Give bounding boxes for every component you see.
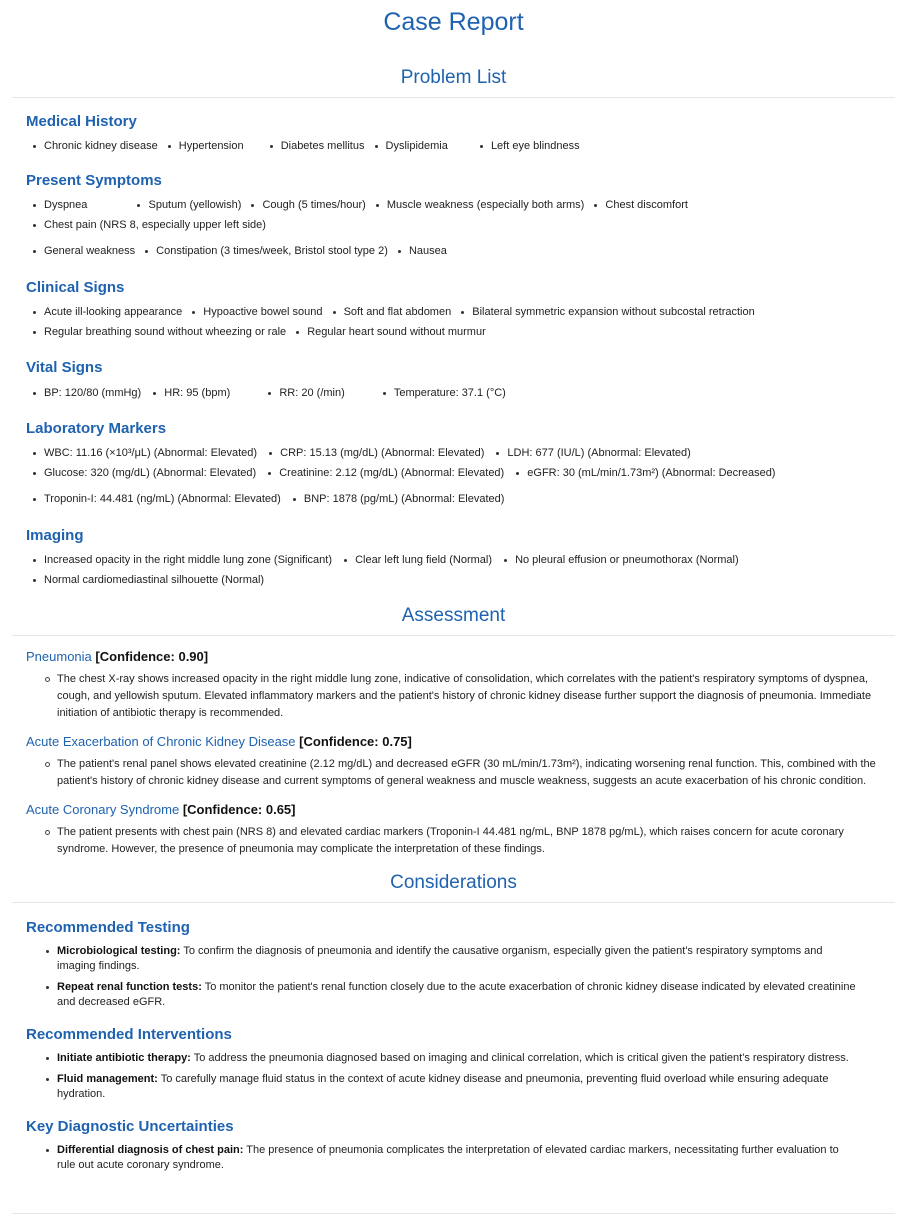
section-heading-considerations: Considerations	[12, 872, 895, 903]
recommended-interventions-list	[0, 1051, 907, 1102]
bottom-divider	[12, 1213, 895, 1214]
list-item: Regular heart sound without murmur	[307, 322, 486, 342]
present-symptoms-list	[0, 195, 907, 235]
list-item: Left eye blindness	[491, 136, 580, 156]
list-item: Troponin-I: 44.481 (ng/mL) (Abnormal: Elevated)	[44, 489, 281, 509]
diagnosis-rationale-list	[0, 756, 907, 790]
subheading-laboratory-markers: Laboratory Markers	[26, 420, 167, 437]
list-item: Soft and flat abdomen	[344, 302, 452, 322]
item-text: To monitor the patient's renal function closely due to the acute exacerbation of chronic kidney disease indicated by elevated creatinine and decreased eGFR.	[57, 981, 856, 1008]
list-item: Increased opacity in the right middle lung zone (Significant)	[44, 550, 332, 570]
diagnosis-pneumonia	[0, 649, 907, 664]
key-uncertainties-list	[0, 1143, 907, 1173]
list-item: WBC: 11.16 (×10³/μL) (Abnormal: Elevated)	[44, 443, 257, 463]
list-item: Glucose: 320 (mg/dL) (Abnormal: Elevated)	[44, 463, 256, 483]
list-item: Hypoactive bowel sound	[203, 302, 322, 322]
item-text: To confirm the diagnosis of pneumonia and identify the causative organism, especially given the patient's respiratory symptoms and imaging findings.	[57, 945, 823, 972]
subheading-clinical-signs: Clinical Signs	[26, 279, 125, 296]
list-item: Acute ill-looking appearance	[44, 302, 182, 322]
list-item: BP: 120/80 (mmHg)	[44, 383, 141, 403]
diagnosis-name: Acute Exacerbation of Chronic Kidney Disease	[26, 734, 296, 749]
recommended-testing-list	[0, 944, 907, 1010]
list-item: Creatinine: 2.12 (mg/dL) (Abnormal: Elevated)	[279, 463, 504, 483]
list-item: RR: 20 (/min)	[279, 383, 344, 403]
list-item	[57, 1143, 857, 1173]
subheading-key-diagnostic-uncertainties: Key Diagnostic Uncertainties	[26, 1118, 234, 1135]
page-title: Case Report	[383, 8, 524, 36]
diagnosis-name: Pneumonia	[26, 649, 92, 664]
list-item: HR: 95 (bpm)	[164, 383, 230, 403]
confidence-score: [Confidence: 0.90]	[95, 649, 209, 664]
diagnosis-acs	[0, 802, 907, 817]
item-label: Repeat renal function tests:	[57, 981, 202, 993]
diagnosis-ckd-exacerbation	[0, 734, 907, 749]
item-text: To address the pneumonia diagnosed based on imaging and clinical correlation, which is critical given the patient's respiratory distress.	[193, 1052, 849, 1064]
diagnosis-rationale-list	[0, 824, 907, 858]
subheading-recommended-interventions: Recommended Interventions	[26, 1026, 232, 1043]
list-item: CRP: 15.13 (mg/dL) (Abnormal: Elevated)	[280, 443, 484, 463]
subheading-medical-history: Medical History	[26, 113, 137, 130]
rationale-text: The chest X-ray shows increased opacity in the right middle lung zone, indicative of consolidation, which correlates with the patient's respiratory symptoms of dyspnea, cough, and yellowish sputum. Elevated inflammatory markers and the patient's history of chronic kidney disease further support the diagnosis of pneumonia. Immediate initiation of antibiotic therapy is recommended.	[57, 671, 893, 722]
list-item: eGFR: 30 (mL/min/1.73m²) (Abnormal: Decreased)	[527, 463, 775, 483]
item-label: Differential diagnosis of chest pain:	[57, 1144, 244, 1156]
item-text: To carefully manage fluid status in the context of acute kidney disease and pneumonia, preventing fluid overload while ensuring adequate hydration.	[57, 1073, 829, 1100]
subheading-recommended-testing: Recommended Testing	[26, 919, 190, 936]
vital-signs-list	[0, 383, 907, 403]
confidence-score: [Confidence: 0.75]	[299, 734, 412, 749]
confidence-score: [Confidence: 0.65]	[182, 802, 296, 817]
list-item: Constipation (3 times/week, Bristol stool type 2)	[156, 241, 388, 261]
list-item: Diabetes mellitus	[281, 136, 365, 156]
clinical-signs-list	[0, 302, 907, 342]
list-item	[57, 944, 857, 974]
list-item: Dyspnea	[44, 195, 87, 215]
medical-history-list	[0, 136, 907, 156]
item-label: Initiate antibiotic therapy:	[57, 1052, 191, 1064]
section-heading-problem-list: Problem List	[12, 67, 895, 98]
present-symptoms-list-continued	[0, 241, 907, 261]
item-text: The presence of pneumonia complicates the interpretation of elevated cardiac markers, necessitating further evaluation to rule out acute coronary syndrome.	[57, 1144, 839, 1171]
list-item: Hypertension	[179, 136, 244, 156]
laboratory-markers-list	[0, 443, 907, 483]
section-heading-assessment: Assessment	[12, 605, 895, 636]
imaging-list	[0, 550, 907, 590]
list-item: Chest discomfort	[605, 195, 688, 215]
list-item: Chronic kidney disease	[44, 136, 158, 156]
list-item: No pleural effusion or pneumothorax (Normal)	[515, 550, 739, 570]
list-item: General weakness	[44, 241, 135, 261]
list-item: Clear left lung field (Normal)	[355, 550, 492, 570]
diagnosis-rationale-list	[0, 671, 907, 722]
diagnosis-name: Acute Coronary Syndrome	[26, 802, 180, 817]
item-label: Microbiological testing:	[57, 945, 181, 957]
laboratory-markers-list-continued	[0, 489, 907, 509]
list-item: Normal cardiomediastinal silhouette (Normal)	[44, 570, 264, 590]
list-item	[57, 1072, 857, 1102]
subheading-present-symptoms: Present Symptoms	[26, 172, 162, 189]
list-item: Chest pain (NRS 8, especially upper left side)	[44, 215, 873, 235]
list-item: Temperature: 37.1 (°C)	[394, 383, 506, 403]
subheading-vital-signs: Vital Signs	[26, 359, 103, 376]
rationale-text: The patient presents with chest pain (NRS 8) and elevated cardiac markers (Troponin-I 44.481 ng/mL, BNP 1878 pg/mL), which raises concern for acute coronary syndrome. However, the presence of pneumonia may complicate the interpretation of these findings.	[57, 824, 893, 858]
list-item: Dyslipidemia	[386, 136, 448, 156]
list-item	[57, 1051, 857, 1066]
list-item: Cough (5 times/hour)	[262, 195, 365, 215]
list-item: LDH: 677 (IU/L) (Abnormal: Elevated)	[507, 443, 690, 463]
list-item	[57, 980, 857, 1010]
list-item: Sputum (yellowish)	[148, 195, 241, 215]
list-item: Bilateral symmetric expansion without subcostal retraction	[472, 302, 754, 322]
list-item: Regular breathing sound without wheezing or rale	[44, 322, 286, 342]
subheading-imaging: Imaging	[26, 527, 84, 544]
item-label: Fluid management:	[57, 1073, 158, 1085]
rationale-text: The patient's renal panel shows elevated creatinine (2.12 mg/dL) and decreased eGFR (30 mL/min/1.73m²), indicating worsening renal function. This, combined with the patient's history of chronic kidney disease and current symptoms of general weakness and muscle weakness, suggests an acute exacerbation of his chronic condition.	[57, 756, 893, 790]
list-item: Muscle weakness (especially both arms)	[387, 195, 584, 215]
list-item: BNP: 1878 (pg/mL) (Abnormal: Elevated)	[304, 489, 505, 509]
list-item: Nausea	[409, 241, 447, 261]
